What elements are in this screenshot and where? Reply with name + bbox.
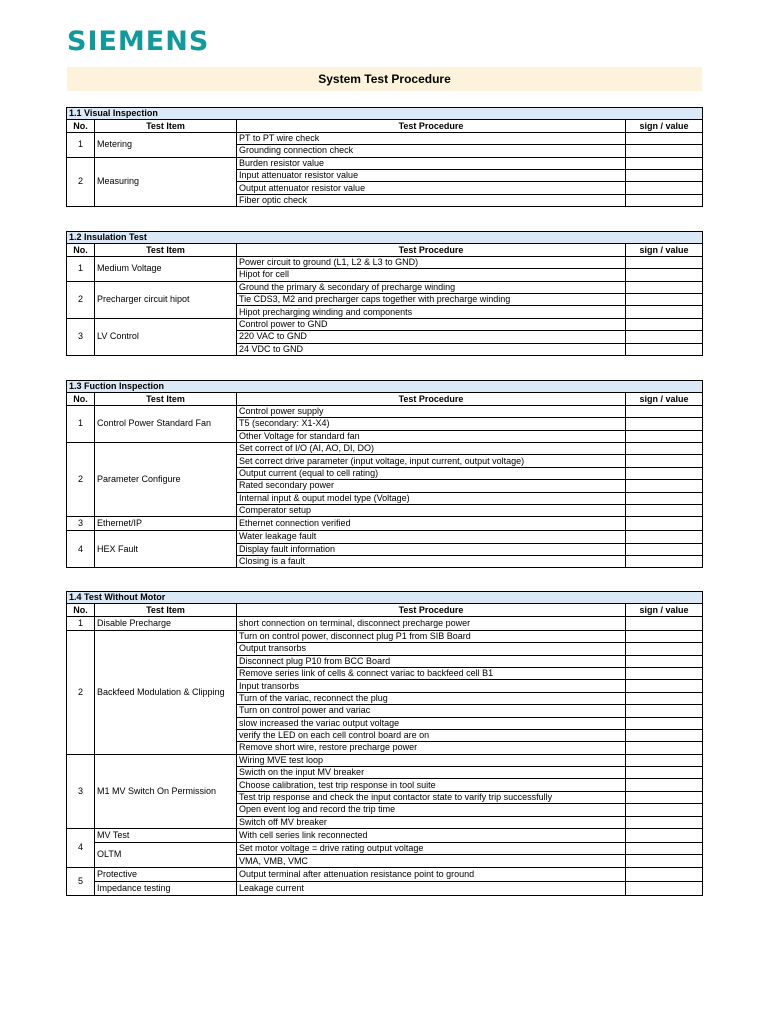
sign-value-cell — [626, 804, 703, 816]
test-procedure: short connection on terminal, disconnect precharge power — [237, 616, 626, 630]
test-procedure: Input attenuator resistor value — [237, 169, 626, 181]
sign-value-cell — [626, 867, 703, 881]
test-item: Backfeed Modulation & Clipping — [95, 630, 237, 754]
test-number: 3 — [67, 318, 95, 355]
test-procedure: Burden resistor value — [237, 157, 626, 169]
table-row — [67, 829, 703, 843]
sign-value-cell — [626, 269, 703, 281]
sign-value-cell — [626, 430, 703, 442]
col-header-sign-value: sign / value — [626, 120, 703, 132]
test-procedure: Water leakage fault — [237, 531, 626, 543]
sign-value-cell — [626, 667, 703, 679]
table-row — [67, 132, 703, 144]
sign-value-cell — [626, 829, 703, 843]
test-item: HEX Fault — [95, 531, 237, 568]
sign-value-cell — [626, 655, 703, 667]
sign-value-cell — [626, 680, 703, 692]
test-number: 1 — [67, 616, 95, 630]
sign-value-cell — [626, 692, 703, 704]
section-title: 1.2 Insulation Test — [67, 232, 703, 244]
sign-value-cell — [626, 467, 703, 479]
test-procedure: Remove series link of cells & connect variac to backfeed cell B1 — [237, 667, 626, 679]
test-procedure: Hipot for cell — [237, 269, 626, 281]
sign-value-cell — [626, 717, 703, 729]
test-procedure: slow increased the variac output voltage — [237, 717, 626, 729]
test-procedure: 24 VDC to GND — [237, 343, 626, 355]
test-procedure: T5 (secondary: X1-X4) — [237, 418, 626, 430]
test-procedure: Ground the primary & secondary of precharge winding — [237, 281, 626, 293]
sign-value-cell — [626, 630, 703, 642]
test-item: Metering — [95, 132, 237, 157]
test-item: Measuring — [95, 157, 237, 207]
test-item: Parameter Configure — [95, 442, 237, 516]
sign-value-cell — [626, 157, 703, 169]
col-header-test-item: Test Item — [95, 393, 237, 405]
test-procedure: Set correct drive parameter (input voltage, input current, output voltage) — [237, 455, 626, 467]
section-test-without-motor — [66, 591, 702, 896]
test-procedure: With cell series link reconnected — [237, 829, 626, 843]
column-header-row — [67, 120, 703, 132]
test-procedure: Hipot precharging winding and components — [237, 306, 626, 318]
column-header-row — [67, 244, 703, 256]
test-procedure: Control power to GND — [237, 318, 626, 330]
test-item: MV Test — [95, 829, 237, 843]
sign-value-cell — [626, 504, 703, 516]
sign-value-cell — [626, 754, 703, 766]
test-procedure: 220 VAC to GND — [237, 331, 626, 343]
sign-value-cell — [626, 881, 703, 895]
sign-value-cell — [626, 843, 703, 855]
sign-value-cell — [626, 455, 703, 467]
test-procedure: Output current (equal to cell rating) — [237, 467, 626, 479]
col-header-test-item: Test Item — [95, 604, 237, 616]
test-procedure: Switch off MV breaker — [237, 816, 626, 828]
col-header-sign-value: sign / value — [626, 604, 703, 616]
table-row — [67, 318, 703, 330]
test-procedure: Choose calibration, test trip response in tool suite — [237, 779, 626, 791]
sign-value-cell — [626, 616, 703, 630]
test-procedure: Test trip response and check the input contactor state to varify trip successfully — [237, 791, 626, 803]
sign-value-cell — [626, 492, 703, 504]
sign-value-cell — [626, 729, 703, 741]
sign-value-cell — [626, 306, 703, 318]
test-procedure: Turn of the variac, reconnect the plug — [237, 692, 626, 704]
sign-value-cell — [626, 169, 703, 181]
sign-value-cell — [626, 643, 703, 655]
test-procedure: Control power supply — [237, 405, 626, 417]
sign-value-cell — [626, 742, 703, 754]
section-table — [66, 591, 703, 896]
test-procedure: Output transorbs — [237, 643, 626, 655]
col-header-test-item: Test Item — [95, 120, 237, 132]
test-item: Ethernet/IP — [95, 517, 237, 531]
test-item: Disable Precharge — [95, 616, 237, 630]
test-procedure: Turn on control power and variac — [237, 705, 626, 717]
section-title: 1.4 Test Without Motor — [67, 592, 703, 604]
col-header-test-procedure: Test Procedure — [237, 393, 626, 405]
test-number: 3 — [67, 754, 95, 828]
test-item: Control Power Standard Fan — [95, 405, 237, 442]
table-row — [67, 616, 703, 630]
test-procedure: Grounding connection check — [237, 145, 626, 157]
test-procedure: Closing is a fault — [237, 556, 626, 568]
test-item: LV Control — [95, 318, 237, 355]
col-header-sign-value: sign / value — [626, 393, 703, 405]
test-procedure: Set correct of I/O (AI, AO, DI, DO) — [237, 442, 626, 454]
siemens-logo: SIEMENS — [67, 26, 210, 57]
test-procedure: Open event log and record the trip time — [237, 804, 626, 816]
section-header-row — [67, 232, 703, 244]
test-item: OLTM — [95, 843, 237, 868]
test-procedure: PT to PT wire check — [237, 132, 626, 144]
sign-value-cell — [626, 855, 703, 867]
test-item: Impedance testing — [95, 881, 237, 895]
sign-value-cell — [626, 318, 703, 330]
col-header-test-procedure: Test Procedure — [237, 244, 626, 256]
col-header-no: No. — [67, 393, 95, 405]
test-procedure: Internal input & ouput model type (Voltage) — [237, 492, 626, 504]
section-visual-inspection — [66, 107, 702, 207]
table-row — [67, 843, 703, 855]
sign-value-cell — [626, 779, 703, 791]
sign-value-cell — [626, 343, 703, 355]
test-procedure: Swicth on the input MV breaker — [237, 767, 626, 779]
sign-value-cell — [626, 480, 703, 492]
test-procedure: Tie CDS3, M2 and precharger caps together with precharge winding — [237, 293, 626, 305]
col-header-test-procedure: Test Procedure — [237, 120, 626, 132]
section-function-inspection — [66, 380, 702, 568]
test-number: 1 — [67, 405, 95, 442]
table-row — [67, 442, 703, 454]
section-table — [66, 231, 703, 356]
section-header-row — [67, 592, 703, 604]
test-item: Precharger circuit hipot — [95, 281, 237, 318]
test-number: 2 — [67, 281, 95, 318]
test-procedure: Ethernet connection verified — [237, 517, 626, 531]
col-header-test-item: Test Item — [95, 244, 237, 256]
section-header-row — [67, 108, 703, 120]
section-title: 1.3 Fuction Inspection — [67, 381, 703, 393]
section-header-row — [67, 381, 703, 393]
test-item: M1 MV Switch On Permission — [95, 754, 237, 828]
sign-value-cell — [626, 256, 703, 268]
sign-value-cell — [626, 405, 703, 417]
test-procedure: Comperator setup — [237, 504, 626, 516]
table-row — [67, 157, 703, 169]
table-row — [67, 281, 703, 293]
col-header-sign-value: sign / value — [626, 244, 703, 256]
sign-value-cell — [626, 531, 703, 543]
test-procedure: Fiber optic check — [237, 194, 626, 206]
col-header-no: No. — [67, 120, 95, 132]
test-number: 4 — [67, 829, 95, 868]
sign-value-cell — [626, 132, 703, 144]
test-procedure: Output attenuator resistor value — [237, 182, 626, 194]
sign-value-cell — [626, 182, 703, 194]
test-procedure: Other Voltage for standard fan — [237, 430, 626, 442]
table-row — [67, 517, 703, 531]
table-row — [67, 754, 703, 766]
test-number: 1 — [67, 132, 95, 157]
column-header-row — [67, 604, 703, 616]
test-number: 5 — [67, 867, 95, 895]
section-table — [66, 107, 703, 207]
test-number: 1 — [67, 256, 95, 281]
col-header-no: No. — [67, 244, 95, 256]
col-header-test-procedure: Test Procedure — [237, 604, 626, 616]
test-item: Protective — [95, 867, 237, 881]
test-item: Medium Voltage — [95, 256, 237, 281]
section-insulation-test — [66, 231, 702, 356]
test-procedure: Remove short wire, restore precharge power — [237, 742, 626, 754]
sign-value-cell — [626, 543, 703, 555]
sign-value-cell — [626, 293, 703, 305]
table-row — [67, 630, 703, 642]
test-number: 2 — [67, 630, 95, 754]
test-number: 2 — [67, 157, 95, 207]
sign-value-cell — [626, 194, 703, 206]
test-number: 3 — [67, 517, 95, 531]
sign-value-cell — [626, 517, 703, 531]
test-procedure: Disconnect plug P10 from BCC Board — [237, 655, 626, 667]
sign-value-cell — [626, 331, 703, 343]
sign-value-cell — [626, 442, 703, 454]
table-row — [67, 405, 703, 417]
test-procedure: Wiring MVE test loop — [237, 754, 626, 766]
section-table — [66, 380, 703, 568]
page-title: System Test Procedure — [67, 67, 702, 91]
test-procedure: verify the LED on each cell control board are on — [237, 729, 626, 741]
sign-value-cell — [626, 705, 703, 717]
test-number: 4 — [67, 531, 95, 568]
sign-value-cell — [626, 418, 703, 430]
test-procedure: Power circuit to ground (L1, L2 & L3 to GND) — [237, 256, 626, 268]
test-procedure: Display fault information — [237, 543, 626, 555]
sign-value-cell — [626, 816, 703, 828]
sign-value-cell — [626, 767, 703, 779]
test-number: 2 — [67, 442, 95, 516]
table-row — [67, 867, 703, 881]
sign-value-cell — [626, 791, 703, 803]
sign-value-cell — [626, 556, 703, 568]
table-row — [67, 256, 703, 268]
sign-value-cell — [626, 281, 703, 293]
test-procedure: Leakage current — [237, 881, 626, 895]
test-procedure: Set motor voltage = drive rating output voltage — [237, 843, 626, 855]
section-title: 1.1 Visual Inspection — [67, 108, 703, 120]
table-row — [67, 531, 703, 543]
column-header-row — [67, 393, 703, 405]
test-procedure: Output terminal after attenuation resistance point to ground — [237, 867, 626, 881]
table-row — [67, 881, 703, 895]
test-procedure: Turn on control power, disconnect plug P1 from SIB Board — [237, 630, 626, 642]
test-procedure: Rated secondary power — [237, 480, 626, 492]
col-header-no: No. — [67, 604, 95, 616]
test-procedure: Input transorbs — [237, 680, 626, 692]
test-procedure: VMA, VMB, VMC — [237, 855, 626, 867]
sign-value-cell — [626, 145, 703, 157]
